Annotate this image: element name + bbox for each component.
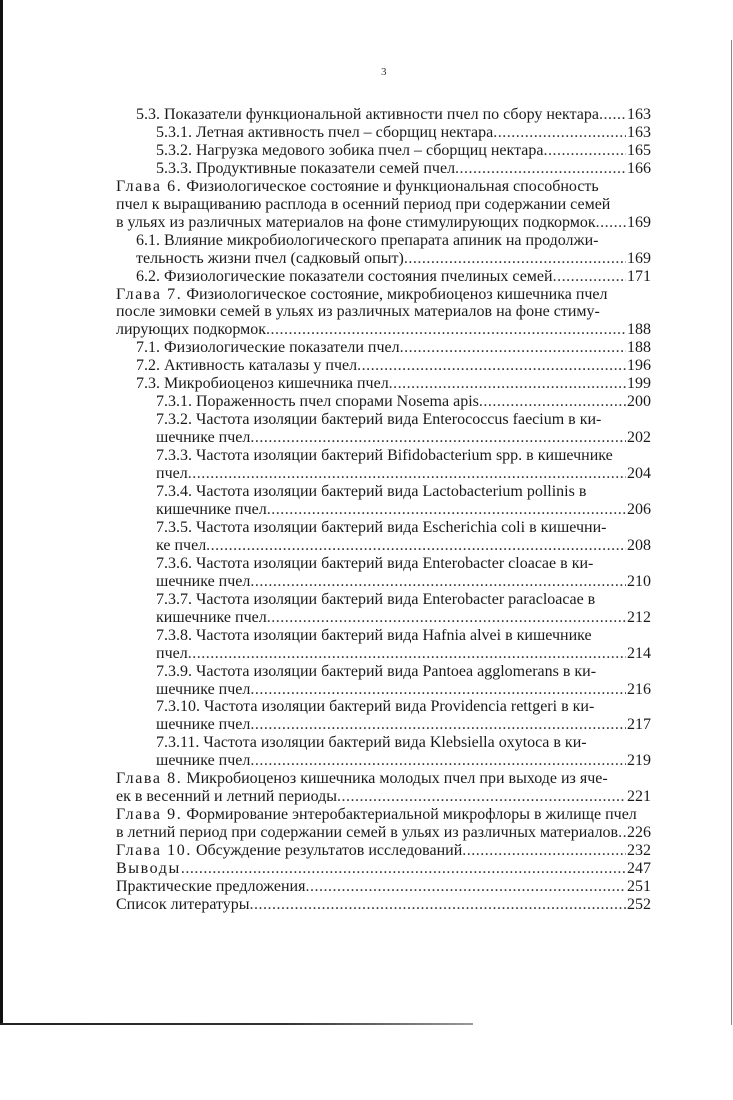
dot-leader	[618, 824, 626, 842]
toc-entry-title: пчел	[156, 465, 188, 483]
toc-entry-title: в ульях из различных материалов на фоне стимулирующих подкормок	[116, 213, 596, 231]
toc-entry[interactable]	[116, 286, 651, 340]
toc-entry[interactable]	[116, 411, 651, 447]
toc-entry-title: Обсуждение результатов исследований	[195, 842, 463, 860]
toc-entry-leader-line	[136, 339, 651, 357]
toc-entry-line	[136, 232, 651, 250]
toc-page-number: 251	[627, 877, 651, 895]
toc-page-number: 196	[627, 357, 651, 375]
dot-leader	[250, 752, 626, 770]
toc-entry-title: 5.3.1. Летная активность пчел – сборщиц нектара	[156, 123, 494, 141]
toc-entry-leader-line	[116, 788, 651, 806]
dot-leader	[337, 788, 626, 806]
toc-entry[interactable]	[116, 393, 651, 411]
toc-entry[interactable]	[116, 860, 651, 878]
toc-entry-title: 5.3.2. Нагрузка медового зобика пчел – сборщиц нектара	[156, 141, 544, 159]
toc-page-number: 165	[627, 141, 651, 159]
toc-page-number: 247	[627, 860, 651, 878]
toc-page-number: 210	[627, 572, 651, 590]
toc-page-number: 163	[627, 123, 651, 141]
dot-leader	[250, 429, 626, 447]
dot-leader	[188, 645, 626, 663]
toc-page-number: 169	[627, 249, 651, 267]
toc-entry-title: 7.2. Активность каталазы у пчел	[136, 357, 358, 375]
toc-entry-title: лирующих подкормок	[116, 321, 267, 339]
chapter-prefix: Глава 6.	[116, 177, 183, 195]
toc-entry[interactable]	[116, 842, 651, 860]
dot-leader	[250, 716, 626, 734]
dot-leader	[250, 896, 626, 914]
toc-entry-line	[116, 770, 651, 788]
toc-entry-leader-line	[156, 429, 651, 447]
dot-leader	[267, 609, 626, 627]
toc-entry-title: кишечнике пчел	[156, 608, 267, 626]
toc-entry-leader-line	[116, 860, 651, 878]
toc-entry-title: шечнике пчел	[156, 716, 251, 734]
dot-leader	[389, 375, 626, 393]
toc-entry[interactable]	[116, 698, 651, 734]
toc-entry[interactable]	[116, 124, 651, 142]
toc-entry-line	[116, 303, 651, 321]
toc-entry-title: Выводы	[116, 860, 181, 878]
toc-page-number: 221	[627, 788, 651, 806]
dot-leader	[357, 357, 626, 375]
toc-entry-leader-line	[116, 824, 651, 842]
toc-entry-title: 6.2. Физиологические показатели состояния пчелиных семей	[136, 267, 553, 285]
toc-entry-line	[116, 178, 651, 196]
toc-line-text: 7.3.8. Частота изоляции бактерий вида Hafnia alvei в кишечнике	[156, 626, 592, 644]
toc-line-text: 7.3.7. Частота изоляции бактерий вида Enterobacter paracloacae в	[156, 590, 596, 608]
toc-line-text: Физиологическое состояние и функциональная способность	[186, 177, 599, 195]
toc-entry-line	[156, 698, 651, 716]
toc-entry-leader-line	[156, 716, 651, 734]
dot-leader	[596, 214, 626, 232]
toc-entry-line	[116, 286, 651, 304]
toc-entry-leader-line	[156, 752, 651, 770]
toc-entry-leader-line	[156, 681, 651, 699]
toc-entry-title: 5.3.3. Продуктивные показатели семей пчел	[156, 159, 456, 177]
toc-entry[interactable]	[116, 160, 651, 178]
dot-leader	[206, 537, 626, 555]
toc-page-number: 202	[627, 429, 651, 447]
toc-entry-leader-line	[136, 250, 651, 268]
toc-page-number: 163	[627, 106, 651, 123]
page-right-edge	[731, 40, 732, 1025]
toc-page-number: 188	[627, 321, 651, 339]
toc-entry-line	[156, 411, 651, 429]
toc-entry[interactable]	[116, 663, 651, 699]
dot-leader	[266, 321, 626, 339]
toc-page-number: 214	[627, 644, 651, 662]
toc-entry[interactable]	[116, 591, 651, 627]
toc-page-number: 200	[627, 393, 651, 411]
toc-entry[interactable]	[116, 106, 651, 124]
toc-entry-line	[156, 555, 651, 573]
toc-entry-leader-line	[156, 393, 651, 411]
toc-page-number: 204	[627, 465, 651, 483]
toc-entry[interactable]	[116, 734, 651, 770]
toc-page-number: 252	[627, 895, 651, 913]
toc-entry-title: кишечнике пчел	[156, 500, 267, 518]
dot-leader	[305, 878, 626, 896]
toc-line-text: 7.3.9. Частота изоляции бактерий вида Pantoea agglomerans в ки-	[156, 662, 597, 680]
dot-leader	[455, 160, 626, 178]
dot-leader	[553, 268, 626, 286]
dot-leader	[462, 842, 626, 860]
toc-entry-leader-line	[156, 537, 651, 555]
toc-entry[interactable]	[116, 142, 651, 160]
toc-line-text: 7.3.4. Частота изоляции бактерий вида Lactobacterium pollinis в	[156, 483, 587, 501]
toc-entry-title: шечнике пчел	[156, 572, 251, 590]
toc-entry[interactable]	[116, 896, 651, 914]
page-number: 3	[381, 66, 387, 78]
toc-line-text: 7.3.3. Частота изоляции бактерий Bifidobacterium spp. в кишечнике	[156, 447, 613, 465]
toc-entry-line	[156, 483, 651, 501]
toc-entry-line	[116, 806, 651, 824]
toc-entry-leader-line	[156, 609, 651, 627]
toc-entry[interactable]	[116, 178, 651, 232]
toc-entry-leader-line	[136, 357, 651, 375]
toc-entry[interactable]	[116, 519, 651, 555]
toc-entry[interactable]	[116, 339, 651, 357]
toc-entry-leader-line	[116, 878, 651, 896]
toc-line-text: 7.3.10. Частота изоляции бактерий вида Providencia rettgeri в ки-	[156, 698, 595, 716]
toc-entry-title: 7.3.1. Пораженность пчел спорами Nosema apis	[156, 393, 479, 411]
toc-line-text: Микробиоценоз кишечника молодых пчел при выходе из яче-	[186, 770, 608, 788]
dot-leader	[188, 465, 626, 483]
toc-page-number: 206	[627, 500, 651, 518]
chapter-prefix: Глава 7.	[116, 285, 183, 303]
toc-entry-leader-line	[156, 124, 651, 142]
toc-entry-leader-line	[116, 321, 651, 339]
toc-entry-title: шечнике пчел	[156, 429, 251, 447]
toc-line-text: Формирование энтеробактериальной микрофлоры в жилище пчел	[186, 806, 637, 824]
toc-page-number: 199	[627, 375, 651, 393]
toc-entry[interactable]	[116, 483, 651, 519]
toc-entry[interactable]	[116, 232, 651, 268]
toc-entry[interactable]	[116, 770, 651, 806]
toc-entry-line	[156, 591, 651, 609]
toc-line-text: 7.3.11. Частота изоляции бактерий вида Klebsiella oxytoca в ки-	[156, 734, 587, 752]
dot-leader	[250, 681, 626, 699]
toc-entry-title: Список литературы	[116, 895, 250, 913]
toc-entry-line	[116, 196, 651, 214]
toc-page-number: 216	[627, 680, 651, 698]
toc-entry[interactable]	[116, 806, 651, 842]
toc-page-number: 226	[627, 824, 651, 842]
toc-entry-title: ке пчел	[156, 536, 207, 554]
toc-page-number: 219	[627, 752, 651, 770]
toc-entry-leader-line	[116, 896, 651, 914]
toc-entry-leader-line	[136, 106, 651, 124]
toc-page-number: 232	[627, 842, 651, 860]
toc-page-number: 212	[627, 608, 651, 626]
dot-leader	[181, 860, 626, 878]
toc-entry[interactable]	[116, 555, 651, 591]
chapter-prefix: Глава 9.	[116, 806, 183, 824]
toc-page-number: 217	[627, 716, 651, 734]
toc-entry[interactable]	[116, 627, 651, 663]
toc-line-text: Физиологическое состояние, микробиоценоз кишечника пчел	[186, 285, 608, 303]
toc-entry-leader-line	[116, 214, 651, 232]
dot-leader	[267, 501, 626, 519]
toc-entry[interactable]	[116, 375, 651, 393]
toc-line-text: 7.3.6. Частота изоляции бактерий вида Enterobacter cloacae в ки-	[156, 554, 594, 572]
toc-entry-title: тельность жизни пчел (садковый опыт)	[136, 249, 404, 267]
toc-page-number: 166	[627, 159, 651, 177]
toc-entry-title: 5.3. Показатели функциональной активности пчел по сбору нектара	[136, 106, 599, 123]
toc-line-text: пчел к выращиванию расплода в осенний период при содержании семей	[116, 195, 611, 213]
toc-entry-line	[156, 447, 651, 465]
toc-entry-leader-line	[156, 501, 651, 519]
toc-entry-line	[156, 627, 651, 645]
toc-entry-title: ек в весенний и летний периоды	[116, 788, 338, 806]
toc-line-text: 7.3.2. Частота изоляции бактерий вида Enterococcus faecium в ки-	[156, 411, 602, 429]
toc-entry-title: в летний период при содержании семей в ульях из различных материалов	[116, 824, 619, 842]
toc-entry-leader-line	[156, 465, 651, 483]
toc-entry[interactable]	[116, 447, 651, 483]
dot-leader	[250, 573, 626, 591]
toc-line-text: 6.1. Влияние микробиологического препарата апиник на продолжи-	[136, 231, 599, 249]
table-of-contents	[116, 106, 651, 914]
toc-entry-title: пчел	[156, 644, 188, 662]
toc-entry-line	[156, 663, 651, 681]
page-left-edge	[0, 0, 3, 1025]
chapter-prefix: Глава 8.	[116, 770, 183, 788]
toc-entry-leader-line	[156, 573, 651, 591]
toc-entry-leader-line	[156, 645, 651, 663]
toc-page-number: 188	[627, 339, 651, 357]
dot-leader	[400, 339, 626, 357]
toc-entry-leader-line	[136, 268, 651, 286]
toc-page-number: 171	[627, 267, 651, 285]
toc-entry-leader-line	[156, 160, 651, 178]
toc-entry-title: 7.1. Физиологические показатели пчел	[136, 339, 400, 357]
toc-entry-title: шечнике пчел	[156, 680, 251, 698]
toc-entry[interactable]	[116, 357, 651, 375]
toc-page-number: 169	[627, 213, 651, 231]
toc-entry-title: 7.3. Микробиоценоз кишечника пчел	[136, 375, 389, 393]
dot-leader	[493, 124, 626, 142]
toc-entry-leader-line	[116, 842, 651, 860]
toc-line-text: 7.3.5. Частота изоляции бактерий вида Escherichia coli в кишечни-	[156, 518, 607, 536]
dot-leader	[479, 393, 626, 411]
toc-entry-line	[156, 734, 651, 752]
page-bottom-edge	[0, 1023, 473, 1025]
toc-page-number: 208	[627, 536, 651, 554]
toc-entry-leader-line	[156, 142, 651, 160]
dot-leader	[599, 106, 626, 124]
toc-entry-leader-line	[136, 375, 651, 393]
chapter-prefix: Глава 10.	[116, 842, 192, 860]
dot-leader	[543, 142, 626, 160]
dot-leader	[404, 250, 626, 268]
toc-entry-line	[156, 519, 651, 537]
toc-entry-title: Практические предложения	[116, 877, 306, 895]
toc-line-text: после зимовки семей в ульях из различных материалов на фоне стиму-	[116, 303, 600, 321]
toc-entry-title: шечнике пчел	[156, 752, 251, 770]
toc-entry[interactable]	[116, 268, 651, 286]
toc-entry[interactable]	[116, 878, 651, 896]
